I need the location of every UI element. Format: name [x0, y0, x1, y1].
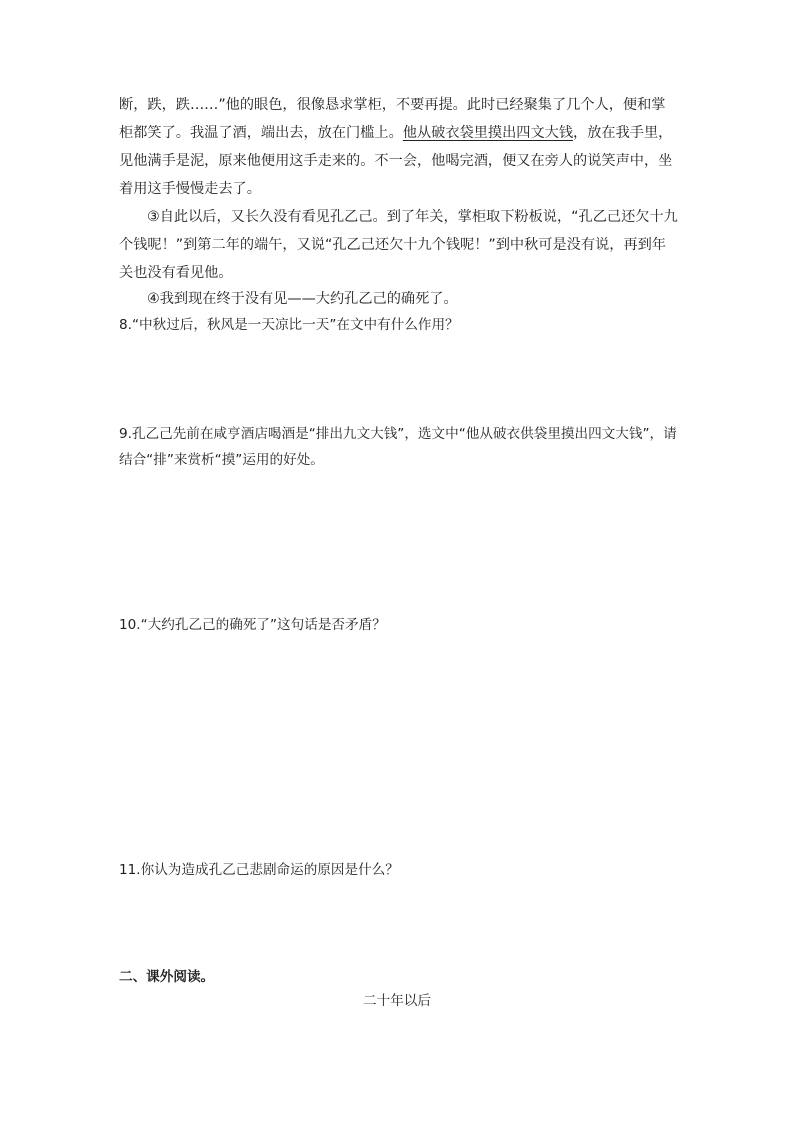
passage-p1-text-a: 断，跌，跌……”他的眼色，很像恳求掌柜，不要再提。此时已经聚集了几个人，便和掌柜都笑了。我温了酒，端出去，放在门槛上。 [119, 97, 666, 141]
question-10: 10.“大约孔乙己的确死了”这句话是否矛盾？ [119, 617, 386, 633]
question-8: 8.“中秋过后，秋风是一天凉比一天”在文中有什么作用？ [119, 317, 459, 333]
story-title: 二十年以后 [363, 993, 431, 1009]
passage-paragraph-1 [119, 91, 679, 203]
passage-p1-text-b: ，放在我手里，见他满手是泥，原来他便用这手走来的。不一会，他喝完酒，便又在旁人的说笑声中，坐着用这手慢慢走去了。 [119, 125, 673, 197]
passage-paragraph-3: ③自此以后，又长久没有看见孔乙己。到了年关，掌柜取下粉板说，“孔乙己还欠十九个钱呢！”到第二年的端午，又说“孔乙己还欠十九个钱呢！”到中秋可是没有说，再到年关也没有看见他。 [119, 209, 678, 281]
section-heading: 二、课外阅读。 [119, 969, 215, 985]
underlined-sentence: 他从破衣袋里摸出四文大钱 [402, 125, 574, 141]
question-11: 11.你认为造成孔乙己悲剧命运的原因是什么？ [119, 862, 399, 878]
question-9: 9.孔乙己先前在咸亨酒店喝酒是“排出九文大钱”，选文中“他从破衣供袋里摸出四文大钱”，请结合“排”来赏析“摸”运用的好处。 [119, 426, 677, 468]
passage-paragraph-4: ④我到现在终于没有见——大约孔乙己的确死了。 [147, 291, 458, 307]
